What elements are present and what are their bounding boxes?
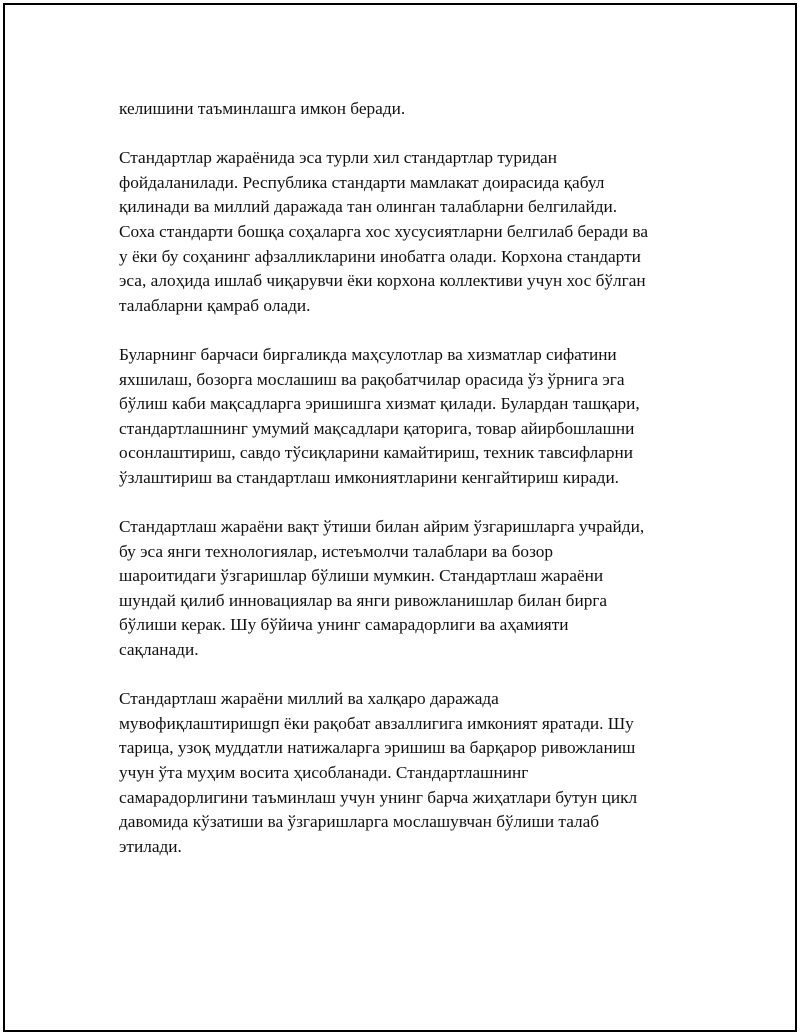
paragraph-4 <box>119 515 699 663</box>
text-line: осонлаштириш, савдо тўсиқларини камайтириш, техник тавсифларни <box>119 443 634 463</box>
paragraph-2 <box>119 146 699 318</box>
text-line: этилади. <box>119 836 182 856</box>
text-line: шундай қилиб инновациялар ва янги ривожланишлар билан бирга <box>119 590 608 610</box>
text-line: Стандартлар жараёнида эса турли хил стандартлар туридан <box>119 148 557 168</box>
paragraph-3 <box>119 343 699 491</box>
page-frame <box>3 3 797 1032</box>
paragraph-1 <box>119 97 699 122</box>
text-line: Стандартлаш жараёни миллий ва халқаро даражада <box>119 689 499 709</box>
text-line: стандартлашнинг умумий мақсадлари қаторига, товар айирбошлашни <box>119 418 635 438</box>
text-line: сақланади. <box>119 640 199 660</box>
text-line: самарадорлигини таъминлаш учун унинг барча жиҳатлари бутун цикл <box>119 787 638 807</box>
text-line: шароитидаги ўзгаришлар бўлиши мумкин. Стандартлаш жараёни <box>119 566 604 586</box>
text-line: эса, алоҳида ишлаб чиқарувчи ёки корхона коллективи учун хос бўлган <box>119 271 646 291</box>
text-line: Стандартлаш жараёни вақт ўтиши билан айрим ўзгаришларга учрайди, <box>119 517 645 537</box>
text-line: ўзлаштириш ва стандартлаш имкониятларини кенгайтириш киради. <box>119 467 620 487</box>
text-line: яхшилаш, бозорга мослашиш ва рақобатчилар орасида ўз ўрнига эга <box>119 369 625 389</box>
text-line: у ёки бу соҳанинг афзалликларини инобатга олади. Корхона стандарти <box>119 246 641 266</box>
text-line: учун ўта муҳим восита ҳисобланади. Стандартлашнинг <box>119 763 529 783</box>
document-body <box>119 97 699 884</box>
text-line: мувофиқлаштиришgп ёки рақобат авзаллигига имконият яратади. Шу <box>119 713 634 733</box>
text-line: бу эса янги технологиялар, истеъмолчи талаблари ва бозор <box>119 541 554 561</box>
text-line: талабларни қамраб олади. <box>119 295 311 315</box>
text-line: бўлиш каби мақсадларга эришишга хизмат қилади. Булардан ташқари, <box>119 394 640 414</box>
text-line: келишини таъминлашга имкон беради. <box>119 99 406 118</box>
text-line: давомида кўзатиши ва ўзгаришларга мослашувчан бўлиши талаб <box>119 812 600 832</box>
text-line: фойдаланилади. Республика стандарти мамлакат доирасида қабул <box>119 172 605 192</box>
text-line: тарица, узоқ муддатли натижаларга эришиш ва барқарор ривожланиш <box>119 738 636 758</box>
text-line: бўлиши керак. Шу бўйича унинг самарадорлиги ва аҳамияти <box>119 615 569 635</box>
paragraph-5 <box>119 687 699 859</box>
text-line: қилинади ва миллий даражада тан олинган талабларни белгилайди. <box>119 197 618 217</box>
text-line: Соха стандарти бошқа соҳаларга хос хусусиятларни белгилаб беради ва <box>119 221 649 241</box>
text-line: Буларнинг барчаси биргаликда маҳсулотлар ва хизматлар сифатини <box>119 344 617 364</box>
